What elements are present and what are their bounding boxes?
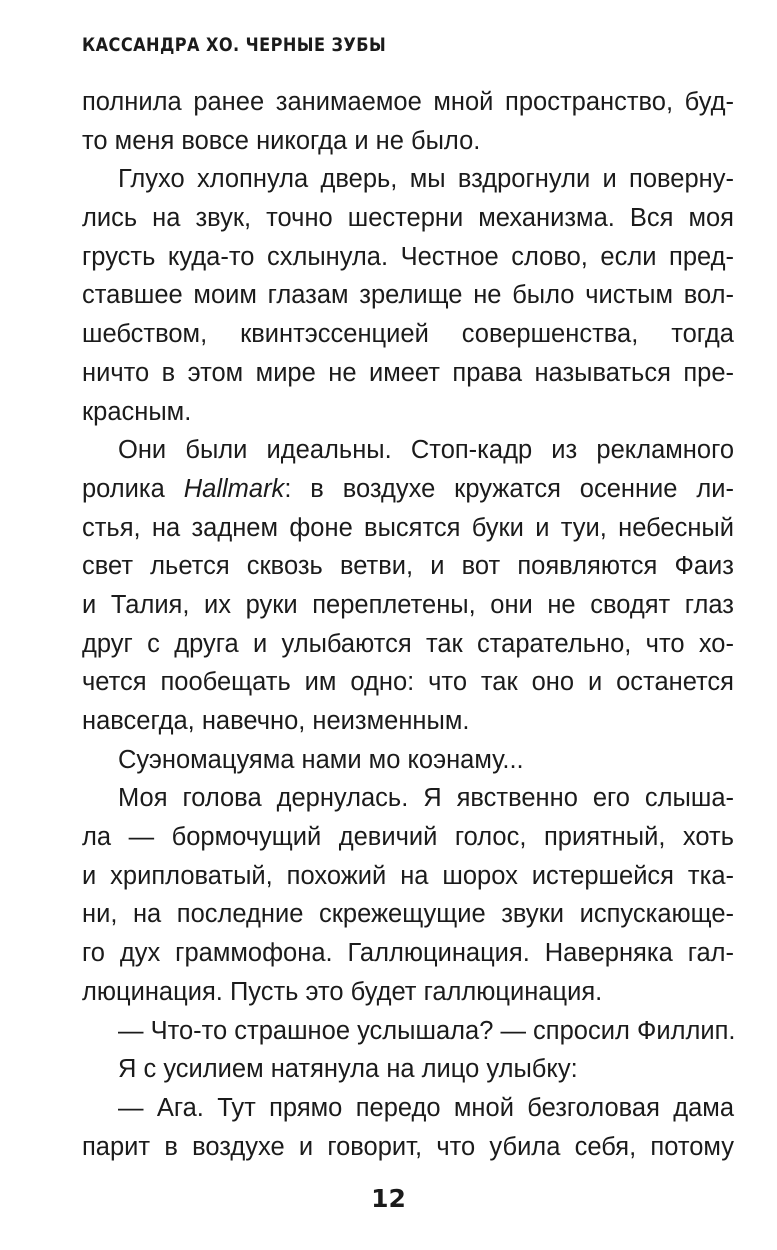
text-line: Я с усилием натянула на лицо улыбку: xyxy=(118,1055,578,1084)
text-line: шебством, квинтэссенцией совершенства, тогда xyxy=(82,320,734,349)
text-line: красным. xyxy=(82,397,192,426)
text-line: ставшее моим глазам зрелище не было чистым вол- xyxy=(82,281,734,310)
running-head: КАССАНДРА ХО. ЧЕРНЫЕ ЗУБЫ xyxy=(82,34,387,56)
text-line: — Что-то страшное услышала? — спросил Филлип. xyxy=(118,1016,736,1045)
text-line: свет льется сквозь ветви, и вот появляются Фаиз xyxy=(82,552,734,581)
text-line: чется пообещать им одно: что так оно и останется xyxy=(82,668,734,697)
text-line: и хрипловатый, похожий на шорох истершейся тка- xyxy=(82,861,734,890)
text-line: грусть куда-то схлынула. Честное слово, если пред- xyxy=(82,242,734,271)
text-line: го дух граммофона. Галлюцинация. Наверняка гал- xyxy=(82,939,734,968)
text-line: стья, на заднем фоне высятся буки и туи, небесный xyxy=(82,513,734,542)
body-text xyxy=(82,83,734,1166)
text-line: люцинация. Пусть это будет галлюцинация. xyxy=(82,977,603,1006)
brand-name: Hallmark xyxy=(183,474,285,503)
text-line: Они были идеальны. Стоп-кадр из рекламного xyxy=(118,436,734,465)
text-line: полнила ранее занимаемое мной пространство, буд- xyxy=(82,88,734,116)
text-line: друг с друга и улыбаются так старательно, что хо- xyxy=(82,629,734,658)
text-line: — Ага. Тут прямо передо мной безголовая дама xyxy=(118,1093,734,1122)
text-line: Моя голова дернулась. Я явственно его слыша- xyxy=(118,784,734,813)
text-line: Суэномацуяма нами мо коэнаму... xyxy=(118,745,524,774)
page-number: 12 xyxy=(371,1184,406,1213)
text-line: ничто в этом мире не имеет права называться пре- xyxy=(82,358,734,387)
text-line: лись на звук, точно шестерни механизма. Вся моя xyxy=(82,204,734,233)
text-line: и Талия, их руки переплетены, они не сводят глаз xyxy=(82,590,734,619)
text-line: парит в воздухе и говорит, что убила себя, потому xyxy=(82,1132,734,1161)
text-line: ни, на последние скрежещущие звуки испускающе- xyxy=(82,900,734,929)
text-line: навсегда, навечно, неизменным. xyxy=(82,707,470,735)
text-line: ла — бормочущий девичий голос, приятный, хоть xyxy=(82,823,734,852)
text-line: Глухо хлопнула дверь, мы вздрогнули и поверну- xyxy=(118,165,734,194)
text-line: то меня вовсе никогда и не было. xyxy=(82,126,481,155)
text-line: ролика Hallmark: в воздухе кружатся осенние ли- xyxy=(82,474,734,503)
